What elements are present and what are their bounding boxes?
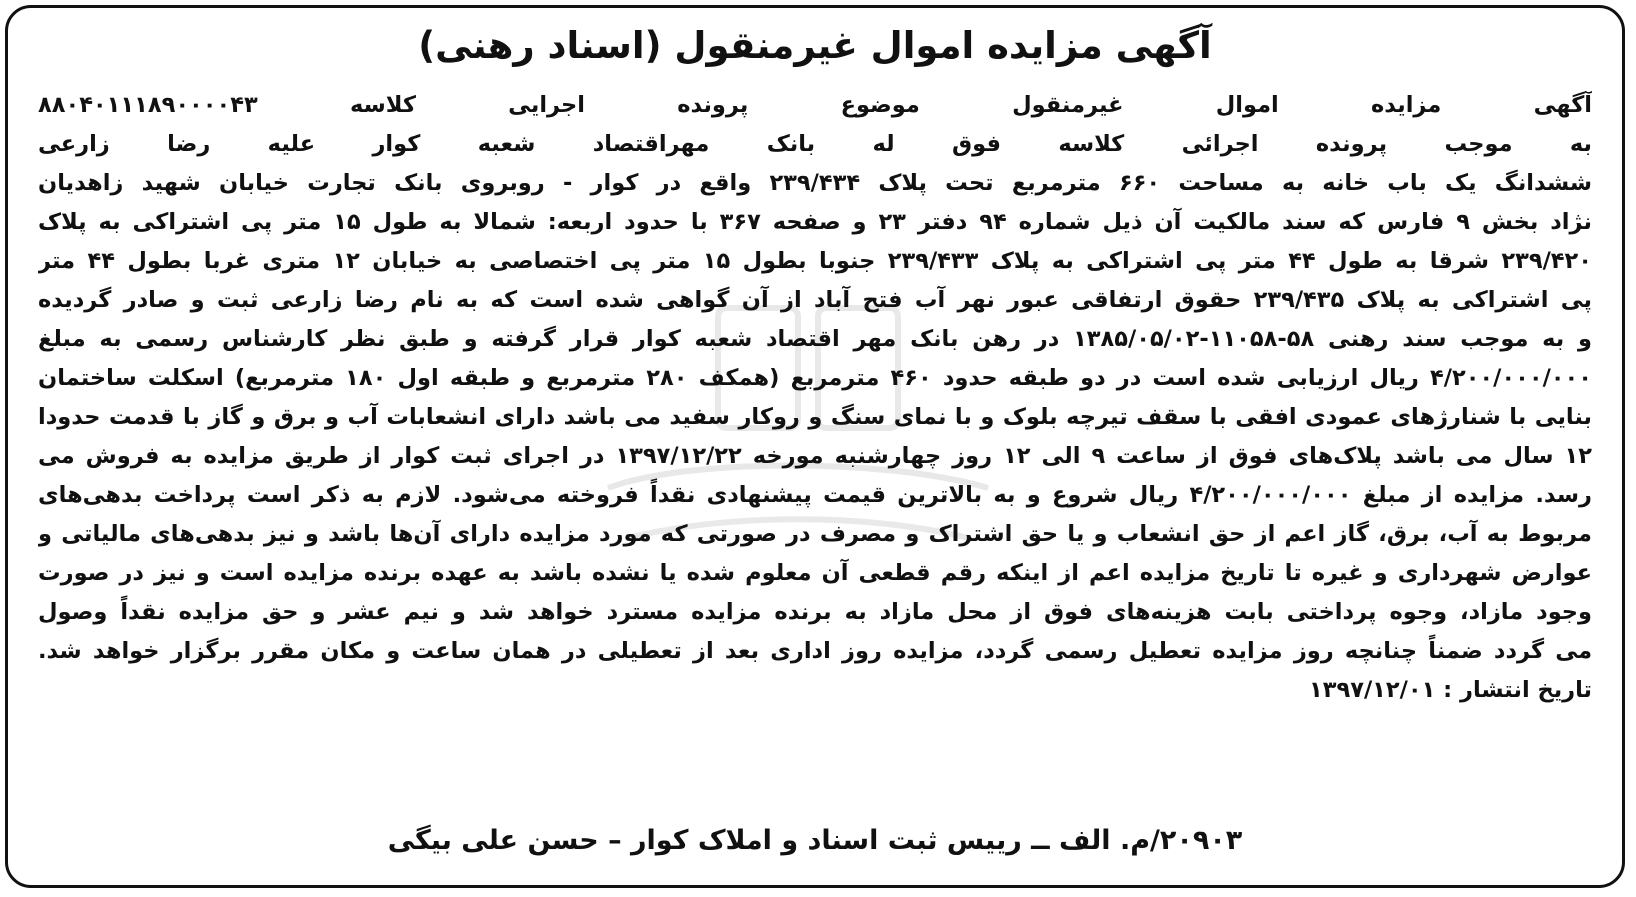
- body-line: وجود مازاد، وجوه پرداختی بابت هزینه‌های فوق از محل مازاد به برنده مزایده مسترد خواهد شد و نیم عشر و حق مزایده نقداً وصول: [38, 599, 1592, 625]
- body-line: رسد. مزایده از مبلغ ۴/۲۰۰/۰۰۰/۰۰۰ ریال شروع و به بالاترین قیمت پیشنهادی نقداً فروخته می‌شود. لازم به ذکر است پرداخت بدهی‌های: [38, 482, 1592, 508]
- notice-frame: [5, 5, 1625, 888]
- body-line: عوارض شهرداری و غیره تا تاریخ مزایده اعم از اینکه رقم قطعی آن معلوم شده یا نشده باشد به عهده برنده مزایده است و نیز در صورت: [38, 560, 1592, 586]
- body-line: ششدانگ یک باب خانه به مساحت ۶۶۰ مترمربع تحت پلاک ۲۳۹/۴۳۴ واقع در کوار - روبروی بانک تجارت خیابان شهید زاهدیان: [38, 170, 1592, 196]
- notice-signature: ۲۰۹۰۳/م. الف ــ رییس ثبت اسناد و املاک کوار – حسن علی بیگی: [387, 825, 1243, 856]
- body-line: پی اشتراکی به پلاک ۲۳۹/۴۳۵ حقوق ارتفاقی عبور نهر آب فتح آباد از آن گواهی شده است که به نام رضا زارعی ثبت و صادر گردیده: [38, 287, 1592, 313]
- body-line: بنایی با شنارژهای عمودی افقی با سقف تیرچه بلوک و با نمای سنگ و روکار سفید می باشد دارای انشعابات آب و برق و گاز با قدمت حدودا: [38, 404, 1592, 430]
- body-line: و به موجب سند رهنی ۵۸-۱۱۰۵۸-۱۳۸۵/۰۵/۰۲ در رهن بانک مهر اقتصاد شعبه کوار قرار گرفته و طبق نظر کارشناس رسمی به مبلغ: [38, 326, 1592, 352]
- body-line: آگهی مزایده اموال غیرمنقول موضوع پرونده اجرایی کلاسه ۸۸۰۴۰۱۱۱۸۹۰۰۰۰۴۳: [38, 92, 1592, 118]
- body-line: مربوط به آب، برق، گاز اعم از حق انشعاب و یا حق اشتراک و مصرف در صورتی که مورد مزایده دارای آن‌ها باشد و نیز بدهی‌های مالیاتی و: [38, 521, 1592, 547]
- body-line: ۱۲ سال می باشد پلاک‌های فوق از ساعت ۹ الی ۱۲ روز چهارشنبه مورخه ۱۳۹۷/۱۲/۲۲ در اجرای ثبت کوار از طریق مزایده به فروش می: [38, 443, 1592, 469]
- body-line: به موجب پرونده اجرائی کلاسه فوق له بانک مهراقتصاد شعبه کوار علیه رضا زارعی: [38, 131, 1592, 157]
- notice-body: [38, 86, 1592, 710]
- body-line: ۴/۲۰۰/۰۰۰/۰۰۰ ریال ارزیابی شده است در دو طبقه حدود ۴۶۰ مترمربع (همکف ۲۸۰ مترمربع و طبقه اول ۱۸۰ مترمربع) اسکلت ساختمان: [38, 365, 1592, 391]
- publish-date: تاریخ انتشار : ۱۳۹۷/۱۲/۰۱: [1309, 677, 1592, 703]
- body-line: نژاد بخش ۹ فارس که سند مالکیت آن ذیل شماره ۹۴ دفتر ۲۳ و صفحه ۳۶۷ با حدود اربعه: شمالا به طول ۱۵ متر پی اشتراکی به پلاک: [38, 209, 1592, 235]
- body-line: ۲۳۹/۴۲۰ شرقا به طول ۴۴ متر پی اشتراکی به پلاک ۲۳۹/۴۳۳ جنوبا بطول ۱۵ متر پی اختصاصی به خیابان ۱۲ متری غربا بطول ۴۴ متر: [38, 248, 1592, 274]
- body-line: می گردد ضمناً چنانچه روز مزایده تعطیل رسمی گردد، مزایده روز اداری بعد از تعطیلی در همان ساعت و مکان مقرر برگزار خواهد شد.: [38, 638, 1592, 664]
- notice-title: آگهی مزایده اموال غیرمنقول (اسناد رهنی): [418, 24, 1212, 67]
